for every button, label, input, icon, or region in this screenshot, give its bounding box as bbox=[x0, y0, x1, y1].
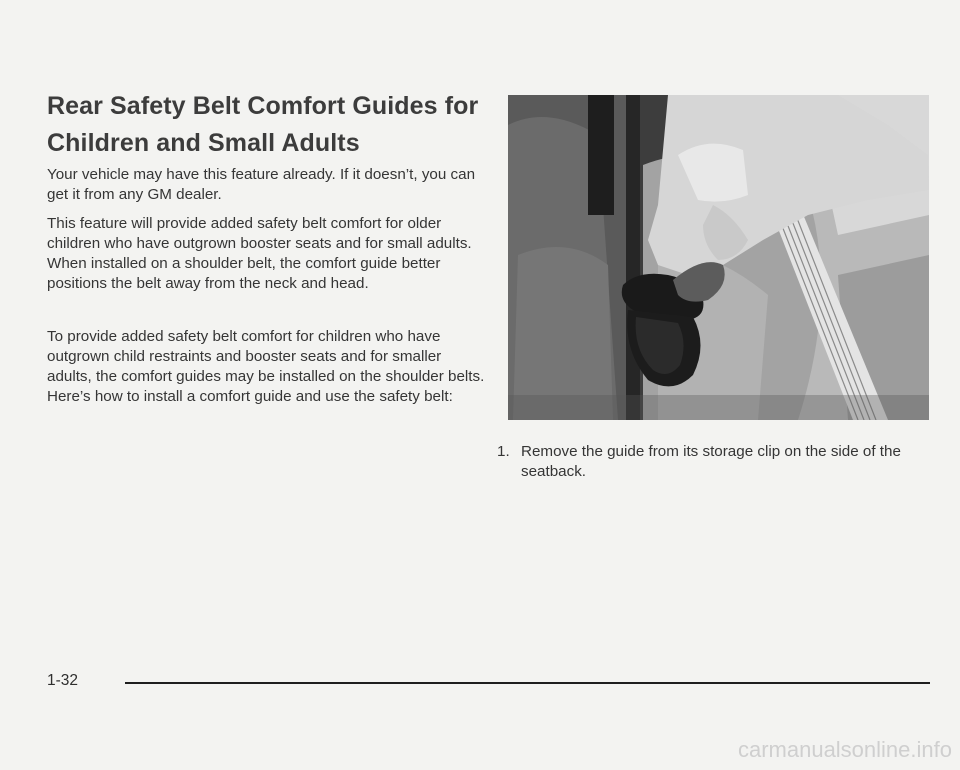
footer-divider bbox=[125, 682, 930, 684]
step-text: Remove the guide from its storage clip on the side of the seatback. bbox=[521, 443, 901, 480]
paragraph-availability: Your vehicle may have this feature already. If it doesn’t, you can get it from any GM dealer. bbox=[47, 166, 476, 203]
watermark: carmanualsonline.info bbox=[737, 737, 952, 762]
comfort-guide-photo bbox=[508, 95, 929, 420]
step-item bbox=[497, 442, 937, 482]
page-number: 1-32 bbox=[47, 672, 79, 689]
paragraph-feature-description: This feature will provide added safety belt comfort for older children who have outgrown booster seats and for small adults. When installed on a shoulder belt, the comfort guide better positions the belt away from the neck and head. bbox=[47, 215, 472, 292]
section-heading: Rear Safety Belt Comfort Guides for Children and Small Adults bbox=[47, 92, 479, 157]
paragraph-installation-intro: To provide added safety belt comfort for children who have outgrown child restraints and booster seats and for smaller adults, the comfort guides may be installed on the shoulder belts. Here’s how to install a comfort guide and use the safety belt: bbox=[47, 328, 485, 405]
step-number: 1. bbox=[497, 443, 510, 460]
